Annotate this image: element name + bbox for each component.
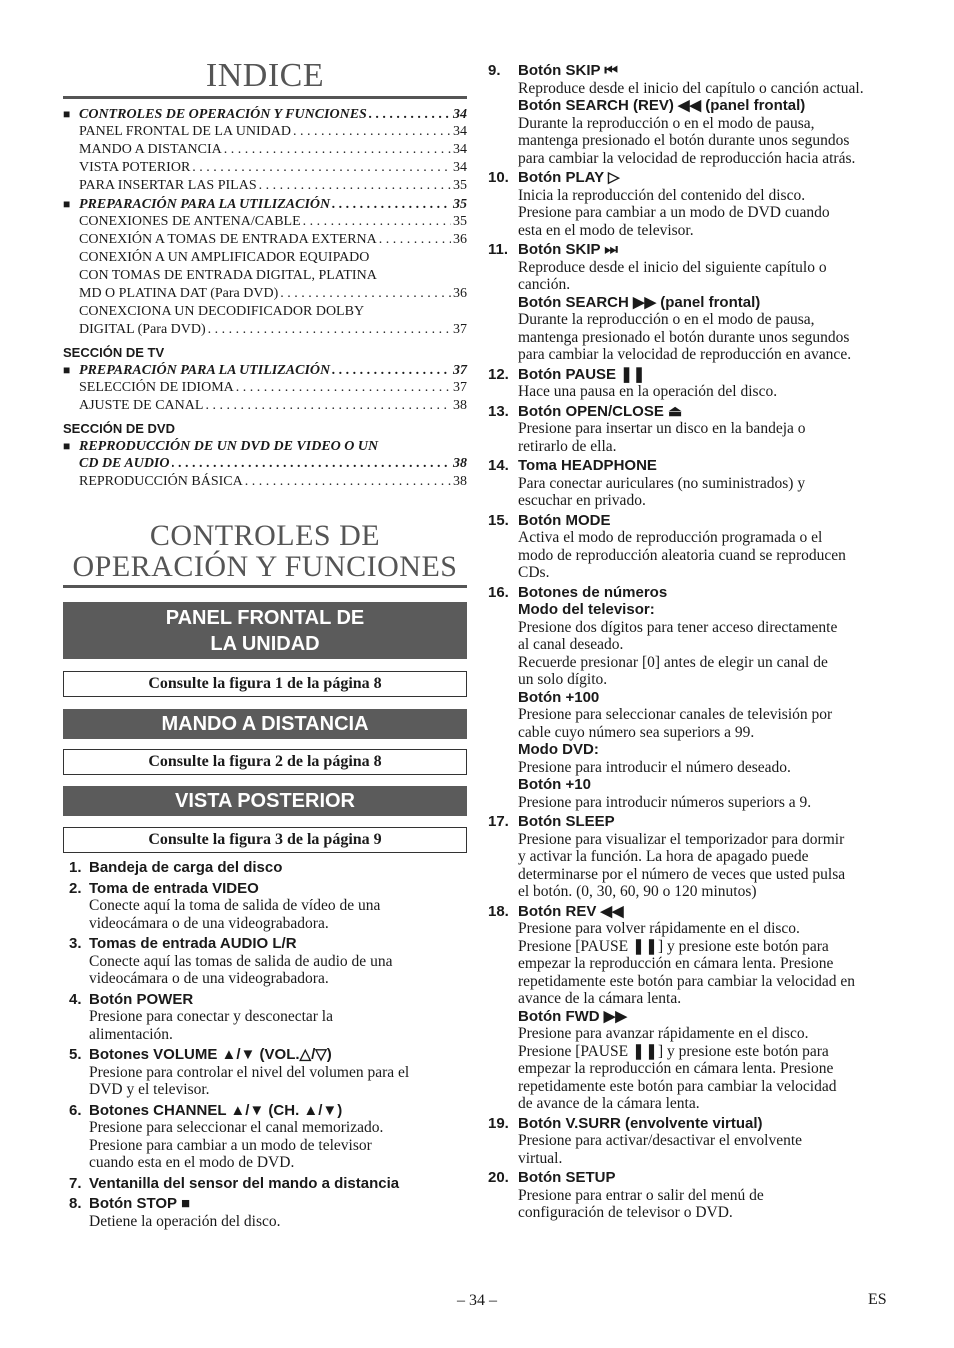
function-item-description: Presione para visualizar el temporizador para dormir xyxy=(518,830,845,848)
toc-leader xyxy=(172,455,452,473)
function-item xyxy=(69,1046,467,1099)
function-subitem-description: Presione para seleccionar canales de televisión por xyxy=(518,706,833,723)
function-item xyxy=(69,935,467,988)
panel-frontal-line1: PANEL FRONTAL DE xyxy=(165,607,365,629)
function-item-description: CDs. xyxy=(518,564,550,581)
function-item-description: cuando esta en el modo de DVD. xyxy=(89,1154,295,1171)
function-subitem-description: Presione para avanzar rápidamente en el disco. xyxy=(518,1025,809,1042)
toc-entry xyxy=(63,379,467,397)
function-item-description: Reproduce desde el inicio del siguiente capítulo o xyxy=(518,258,827,276)
toc-leader xyxy=(332,196,451,214)
toc-label: CONEXIONES DE ANTENA/CABLE xyxy=(79,214,301,229)
function-item xyxy=(69,991,467,1044)
toc-label: DIGITAL (Para DVD) xyxy=(79,322,206,337)
panel-frontal-line2: LA UNIDAD xyxy=(210,633,320,655)
function-subitem-heading: Botón +10 xyxy=(518,776,591,793)
function-item-heading xyxy=(69,991,467,1009)
toc-leader xyxy=(332,362,451,380)
toc-leader xyxy=(280,285,451,303)
function-subitem-heading: Modo del televisor: xyxy=(518,601,655,618)
function-item-heading xyxy=(488,903,898,921)
toc-page: 34 xyxy=(453,107,467,122)
toc-entry xyxy=(63,123,467,141)
toc-page: 38 xyxy=(453,398,467,413)
toc-label: PARA INSERTAR LAS PILAS xyxy=(79,178,257,193)
toc-leader xyxy=(236,379,451,397)
function-item-heading xyxy=(488,813,898,831)
toc xyxy=(63,105,467,491)
function-subitem-description: mantenga presionado el botón durante unos segundos xyxy=(518,132,850,149)
toc-leader xyxy=(369,106,451,124)
toc-page: 36 xyxy=(453,232,467,247)
toc-page: 37 xyxy=(453,380,467,395)
function-item xyxy=(488,813,898,901)
toc-label: CONEXIÓN A TOMAS DE ENTRADA EXTERNA xyxy=(79,232,377,247)
function-item-description: alimentación. xyxy=(89,1025,173,1043)
function-subitem-heading: Botón FWD ▶▶ xyxy=(518,1007,627,1025)
function-item-number: 1. xyxy=(69,859,82,876)
function-subitem-description: para cambiar la velocidad de reproducción hacia atrás. xyxy=(518,149,856,167)
function-subitem-description: Presione para introducir el número deseado. xyxy=(518,758,791,776)
function-item-description: el botón. (0, 30, 60, 90 o 120 minutos) xyxy=(518,883,757,900)
function-item-description: repetidamente este botón para cambiar la velocidad en xyxy=(518,972,855,990)
function-item-number: 5. xyxy=(69,1046,82,1063)
function-item-description: y activar la función. La hora de apagado puede xyxy=(518,848,809,865)
function-item-title: Botón V.SURR (envolvente virtual) xyxy=(518,1114,763,1132)
function-item-heading xyxy=(488,403,898,421)
function-item-heading xyxy=(488,241,898,259)
function-item-number: 6. xyxy=(69,1101,82,1119)
function-subitem-description: un solo dígito. xyxy=(518,671,608,688)
function-subitem-description: Durante la reproducción o en el modo de pausa, xyxy=(518,311,815,328)
toc-section-dvd: SECCIÓN DE DVD xyxy=(63,421,175,436)
toc-label: VISTA POTERIOR xyxy=(79,160,191,175)
toc-page: 35 xyxy=(453,197,467,212)
function-item-title: Botones CHANNEL ▲/▼ (CH. ▲/▼) xyxy=(89,1101,343,1119)
function-item-number: 8. xyxy=(69,1195,82,1212)
function-item-description: Activa el modo de reproducción programada o el xyxy=(518,529,823,546)
function-item-title: Botón SKIP ⏮ xyxy=(518,62,618,79)
function-item-description: Presione para volver rápidamente en el disco. xyxy=(518,920,800,937)
function-item-description: Presione para conectar y desconectar la xyxy=(89,1008,333,1025)
right-items-list xyxy=(488,62,898,1224)
function-item-title: Botón STOP ■ xyxy=(89,1195,191,1212)
function-item-title: Toma de entrada VIDEO xyxy=(89,879,259,897)
function-item-heading xyxy=(69,859,467,877)
function-item-description: videocámara o de una videograbadora. xyxy=(89,970,329,987)
toc-page: 37 xyxy=(453,363,467,378)
function-item-description: Presione para insertar un disco en la bandeja o xyxy=(518,420,806,437)
function-item-title: Botones de números xyxy=(518,583,668,601)
function-item-description: Presione para cambiar a un modo de DVD cuando xyxy=(518,204,830,221)
function-item-heading xyxy=(488,1115,898,1133)
toc-label: MANDO A DISTANCIA xyxy=(79,142,222,157)
function-item-title: Botón PLAY ▷ xyxy=(518,169,620,186)
controles-title xyxy=(63,520,467,588)
toc-label: SELECCIÓN DE IDIOMA xyxy=(79,380,234,395)
function-item-heading xyxy=(69,935,467,953)
toc-leader xyxy=(379,231,451,249)
toc-leader xyxy=(245,473,451,491)
function-item-description: canción. xyxy=(518,276,571,293)
toc-entry xyxy=(63,321,467,339)
function-item-number: 11. xyxy=(488,241,509,258)
toc-leader xyxy=(192,159,451,177)
function-item-number: 19. xyxy=(488,1114,509,1132)
indice-title: INDICE xyxy=(63,58,467,99)
function-item-description: escuchar en privado. xyxy=(518,492,646,509)
function-item xyxy=(488,903,898,1113)
ref-figure-1: Consulte la figura 1 de la página 8 xyxy=(63,671,467,697)
function-subitem-description: mantenga presionado el botón durante unos segundos xyxy=(518,328,850,346)
function-item-description: Presione [PAUSE ❚❚] y presione este botón para xyxy=(518,937,829,955)
toc-label: REPRODUCCIÓN BÁSICA xyxy=(79,474,243,489)
function-item-description: Presione para activar/desactivar el envolvente xyxy=(518,1132,803,1149)
function-item-description: Presione para controlar el nivel del volumen para el xyxy=(89,1063,410,1081)
function-item xyxy=(488,241,898,364)
toc-label: CONEXCIONA UN DECODIFICADOR DOLBY xyxy=(79,304,365,319)
function-item-description: empezar la reproducción en cámara lenta. Presione xyxy=(518,955,834,972)
toc-entry xyxy=(63,213,467,231)
toc-label: CD DE AUDIO xyxy=(79,456,170,471)
function-item xyxy=(488,512,898,582)
toc-leader xyxy=(205,397,451,415)
function-item-title: Ventanilla del sensor del mando a distancia xyxy=(89,1174,400,1192)
left-items-list xyxy=(63,859,467,1230)
toc-page: 34 xyxy=(453,124,467,139)
function-item-heading xyxy=(488,366,898,384)
function-subitem-description: de avance de la cámara lenta. xyxy=(518,1095,700,1112)
function-item-heading xyxy=(488,457,898,475)
toc-page: 36 xyxy=(453,286,467,301)
toc-entry xyxy=(63,361,467,379)
toc-entry xyxy=(63,195,467,213)
page-number: – 34 – xyxy=(457,1292,497,1309)
toc-page: 38 xyxy=(453,456,467,471)
left-column xyxy=(63,58,467,1233)
toc-page: 35 xyxy=(453,178,467,193)
toc-section-tv: SECCIÓN DE TV xyxy=(63,345,165,360)
function-item-description: Presione para cambiar a un modo de televisor xyxy=(89,1136,372,1154)
toc-label: MD O PLATINA DAT (Para DVD) xyxy=(79,286,279,301)
toc-page: 38 xyxy=(453,474,467,489)
function-item xyxy=(488,62,898,167)
toc-bullet: ■ xyxy=(63,439,71,453)
toc-label: PREPARACIÓN PARA LA UTILIZACIÓN xyxy=(79,197,331,212)
function-item-description: Reproduce desde el inicio del capítulo o canción actual. xyxy=(518,79,864,97)
toc-entry xyxy=(63,231,467,249)
function-subitem-description: Presione dos dígitos para tener acceso directamente xyxy=(518,618,838,636)
function-item xyxy=(488,403,898,456)
toc-leader xyxy=(224,141,451,159)
function-item-title: Botón SKIP ⏭ xyxy=(518,241,618,258)
function-item-description: videocámara o de una videograbadora. xyxy=(89,914,329,932)
function-item-heading xyxy=(69,1102,467,1120)
function-subitem-heading: Botón SEARCH (REV) ◀◀ (panel frontal) xyxy=(518,97,806,114)
toc-label: PREPARACIÓN PARA LA UTILIZACIÓN xyxy=(79,363,331,378)
function-item xyxy=(488,1115,898,1168)
toc-page: 35 xyxy=(453,214,467,229)
function-item-heading xyxy=(69,1175,467,1193)
function-item-title: Botón SLEEP xyxy=(518,813,615,830)
function-item-number: 4. xyxy=(69,990,82,1008)
toc-entry xyxy=(63,105,467,123)
function-item xyxy=(488,1169,898,1222)
function-item-heading xyxy=(69,1046,467,1064)
function-item-number: 13. xyxy=(488,402,509,420)
function-item-description: Hace una pausa en la operación del disco. xyxy=(518,383,778,400)
function-item xyxy=(488,169,898,239)
function-subitem-description: empezar la reproducción en cámara lenta. Presione xyxy=(518,1060,834,1077)
panel-frontal-header xyxy=(63,602,467,659)
toc-label: REPRODUCCIÓN DE UN DVD DE VIDEO O UN xyxy=(79,439,379,454)
toc-entry xyxy=(63,159,467,177)
function-item xyxy=(488,584,898,812)
function-item-title: Botón PAUSE ❚❚ xyxy=(518,365,646,383)
controles-title-line1: CONTROLES DE xyxy=(149,519,381,552)
controles-title-line2: OPERACIÓN Y FUNCIONES xyxy=(72,550,458,583)
function-item-title: Botón OPEN/CLOSE ⏏ xyxy=(518,402,683,420)
toc-label: AJUSTE DE CANAL xyxy=(79,398,204,413)
function-item-description: virtual. xyxy=(518,1149,563,1167)
function-item-description: retirarlo de ella. xyxy=(518,437,617,455)
toc-page: 34 xyxy=(453,160,467,175)
toc-entry xyxy=(63,303,467,321)
function-item-description: avance de la cámara lenta. xyxy=(518,990,682,1007)
ref-figure-3: Consulte la figura 3 de la página 9 xyxy=(63,827,467,853)
toc-leader xyxy=(293,123,451,141)
ref-figure-2: Consulte la figura 2 de la página 8 xyxy=(63,749,467,775)
language-code: ES xyxy=(868,1291,887,1308)
toc-entry xyxy=(63,285,467,303)
function-item-heading xyxy=(488,169,898,187)
function-item-description: Conecte aquí la toma de salida de vídeo de una xyxy=(89,897,381,914)
function-item-number: 14. xyxy=(488,457,509,474)
function-item-heading xyxy=(69,880,467,898)
function-item-number: 9. xyxy=(488,62,501,79)
function-subitem-description: Presione para introducir números superiors a 9. xyxy=(518,793,812,811)
function-item xyxy=(69,1195,467,1230)
toc-group-1 xyxy=(63,105,467,339)
function-item xyxy=(69,1175,467,1193)
function-item-description: Detiene la operación del disco. xyxy=(89,1212,281,1230)
function-item-heading xyxy=(69,1195,467,1213)
function-item-number: 16. xyxy=(488,583,509,601)
function-item-description: DVD y el televisor. xyxy=(89,1081,210,1098)
function-item xyxy=(69,1102,467,1172)
toc-label: PANEL FRONTAL DE LA UNIDAD xyxy=(79,124,291,139)
function-item-description: esta en el modo de televisor. xyxy=(518,221,694,239)
function-item-number: 3. xyxy=(69,935,82,952)
function-subitem-description: al canal deseado. xyxy=(518,636,624,653)
function-item-number: 17. xyxy=(488,813,509,830)
toc-entry xyxy=(63,455,467,473)
function-item-title: Botón REV ◀◀ xyxy=(518,902,624,920)
toc-entry xyxy=(63,249,467,267)
function-item-number: 15. xyxy=(488,511,509,529)
function-item-number: 18. xyxy=(488,902,509,920)
function-item-heading xyxy=(488,584,898,602)
function-item-title: Botón SETUP xyxy=(518,1169,616,1186)
function-item-number: 10. xyxy=(488,169,509,186)
function-item-title: Tomas de entrada AUDIO L/R xyxy=(89,935,297,952)
function-item-description: Para conectar auriculares (no suministrados) y xyxy=(518,474,806,492)
toc-entry xyxy=(63,437,467,455)
function-item-title: Botón MODE xyxy=(518,511,611,529)
toc-label: CONEXIÓN A UN AMPLIFICADOR EQUIPADO xyxy=(79,250,370,265)
function-subitem-heading: Botón +100 xyxy=(518,688,600,706)
toc-page: 34 xyxy=(453,142,467,157)
function-item-title: Toma HEADPHONE xyxy=(518,457,657,474)
toc-page: 37 xyxy=(453,322,467,337)
function-item xyxy=(488,457,898,510)
function-item-title: Bandeja de carga del disco xyxy=(89,859,283,876)
function-item-description: Conecte aquí las tomas de salida de audio de una xyxy=(89,952,393,970)
function-item xyxy=(69,880,467,933)
mando-header: MANDO A DISTANCIA xyxy=(63,709,467,739)
function-item-heading xyxy=(488,62,898,80)
function-item xyxy=(69,859,467,877)
toc-group-2 xyxy=(63,361,467,415)
function-item-number: 20. xyxy=(488,1169,509,1186)
toc-bullet: ■ xyxy=(63,363,71,377)
toc-entry xyxy=(63,267,467,285)
toc-entry xyxy=(63,141,467,159)
function-item-title: Botones VOLUME ▲/▼ (VOL.△/▽) xyxy=(89,1046,332,1063)
toc-bullet: ■ xyxy=(63,107,71,121)
function-item-description: Inicia la reproducción del contenido del disco. xyxy=(518,186,806,204)
function-item-title: Botón POWER xyxy=(89,990,194,1008)
toc-entry xyxy=(63,473,467,491)
function-item-description: Presione para entrar o salir del menú de xyxy=(518,1186,764,1204)
function-subitem-description: cable cuyo número sea superiors a 99. xyxy=(518,723,755,741)
toc-entry xyxy=(63,177,467,195)
toc-group-3 xyxy=(63,437,467,491)
function-subitem-description: Durante la reproducción o en el modo de pausa, xyxy=(518,114,815,132)
toc-label: CON TOMAS DE ENTRADA DIGITAL, PLATINA xyxy=(79,268,377,283)
function-subitem-heading: Botón SEARCH ▶▶ (panel frontal) xyxy=(518,293,761,311)
function-item-number: 2. xyxy=(69,879,82,897)
function-item-description: determinarse por el número de veces que usted pulsa xyxy=(518,865,846,883)
function-item-description: Presione para seleccionar el canal memorizado. xyxy=(89,1119,384,1136)
function-item-description: modo de reproducción aleatoria cuand se reproducen xyxy=(518,546,846,564)
function-subitem-description: para cambiar la velocidad de reproducción en avance. xyxy=(518,346,852,363)
function-subitem-description: Presione [PAUSE ❚❚] y presione este botón para xyxy=(518,1042,829,1060)
toc-label: CONTROLES DE OPERACIÓN Y FUNCIONES xyxy=(79,107,367,122)
function-item-description: configuración de televisor o DVD. xyxy=(518,1204,733,1221)
toc-leader xyxy=(259,177,451,195)
toc-bullet: ■ xyxy=(63,197,71,211)
toc-entry xyxy=(63,397,467,415)
function-item-number: 7. xyxy=(69,1174,82,1192)
toc-leader xyxy=(303,213,451,231)
function-item-heading xyxy=(488,1169,898,1187)
function-subitem-heading: Modo DVD: xyxy=(518,741,599,758)
toc-leader xyxy=(208,321,451,339)
vista-header: VISTA POSTERIOR xyxy=(63,786,467,816)
function-item xyxy=(488,366,898,401)
function-subitem-description: repetidamente este botón para cambiar la velocidad xyxy=(518,1077,837,1095)
function-item-number: 12. xyxy=(488,365,509,383)
function-subitem-description: Recuerde presionar [0] antes de elegir un canal de xyxy=(518,653,828,671)
function-item-heading xyxy=(488,512,898,530)
